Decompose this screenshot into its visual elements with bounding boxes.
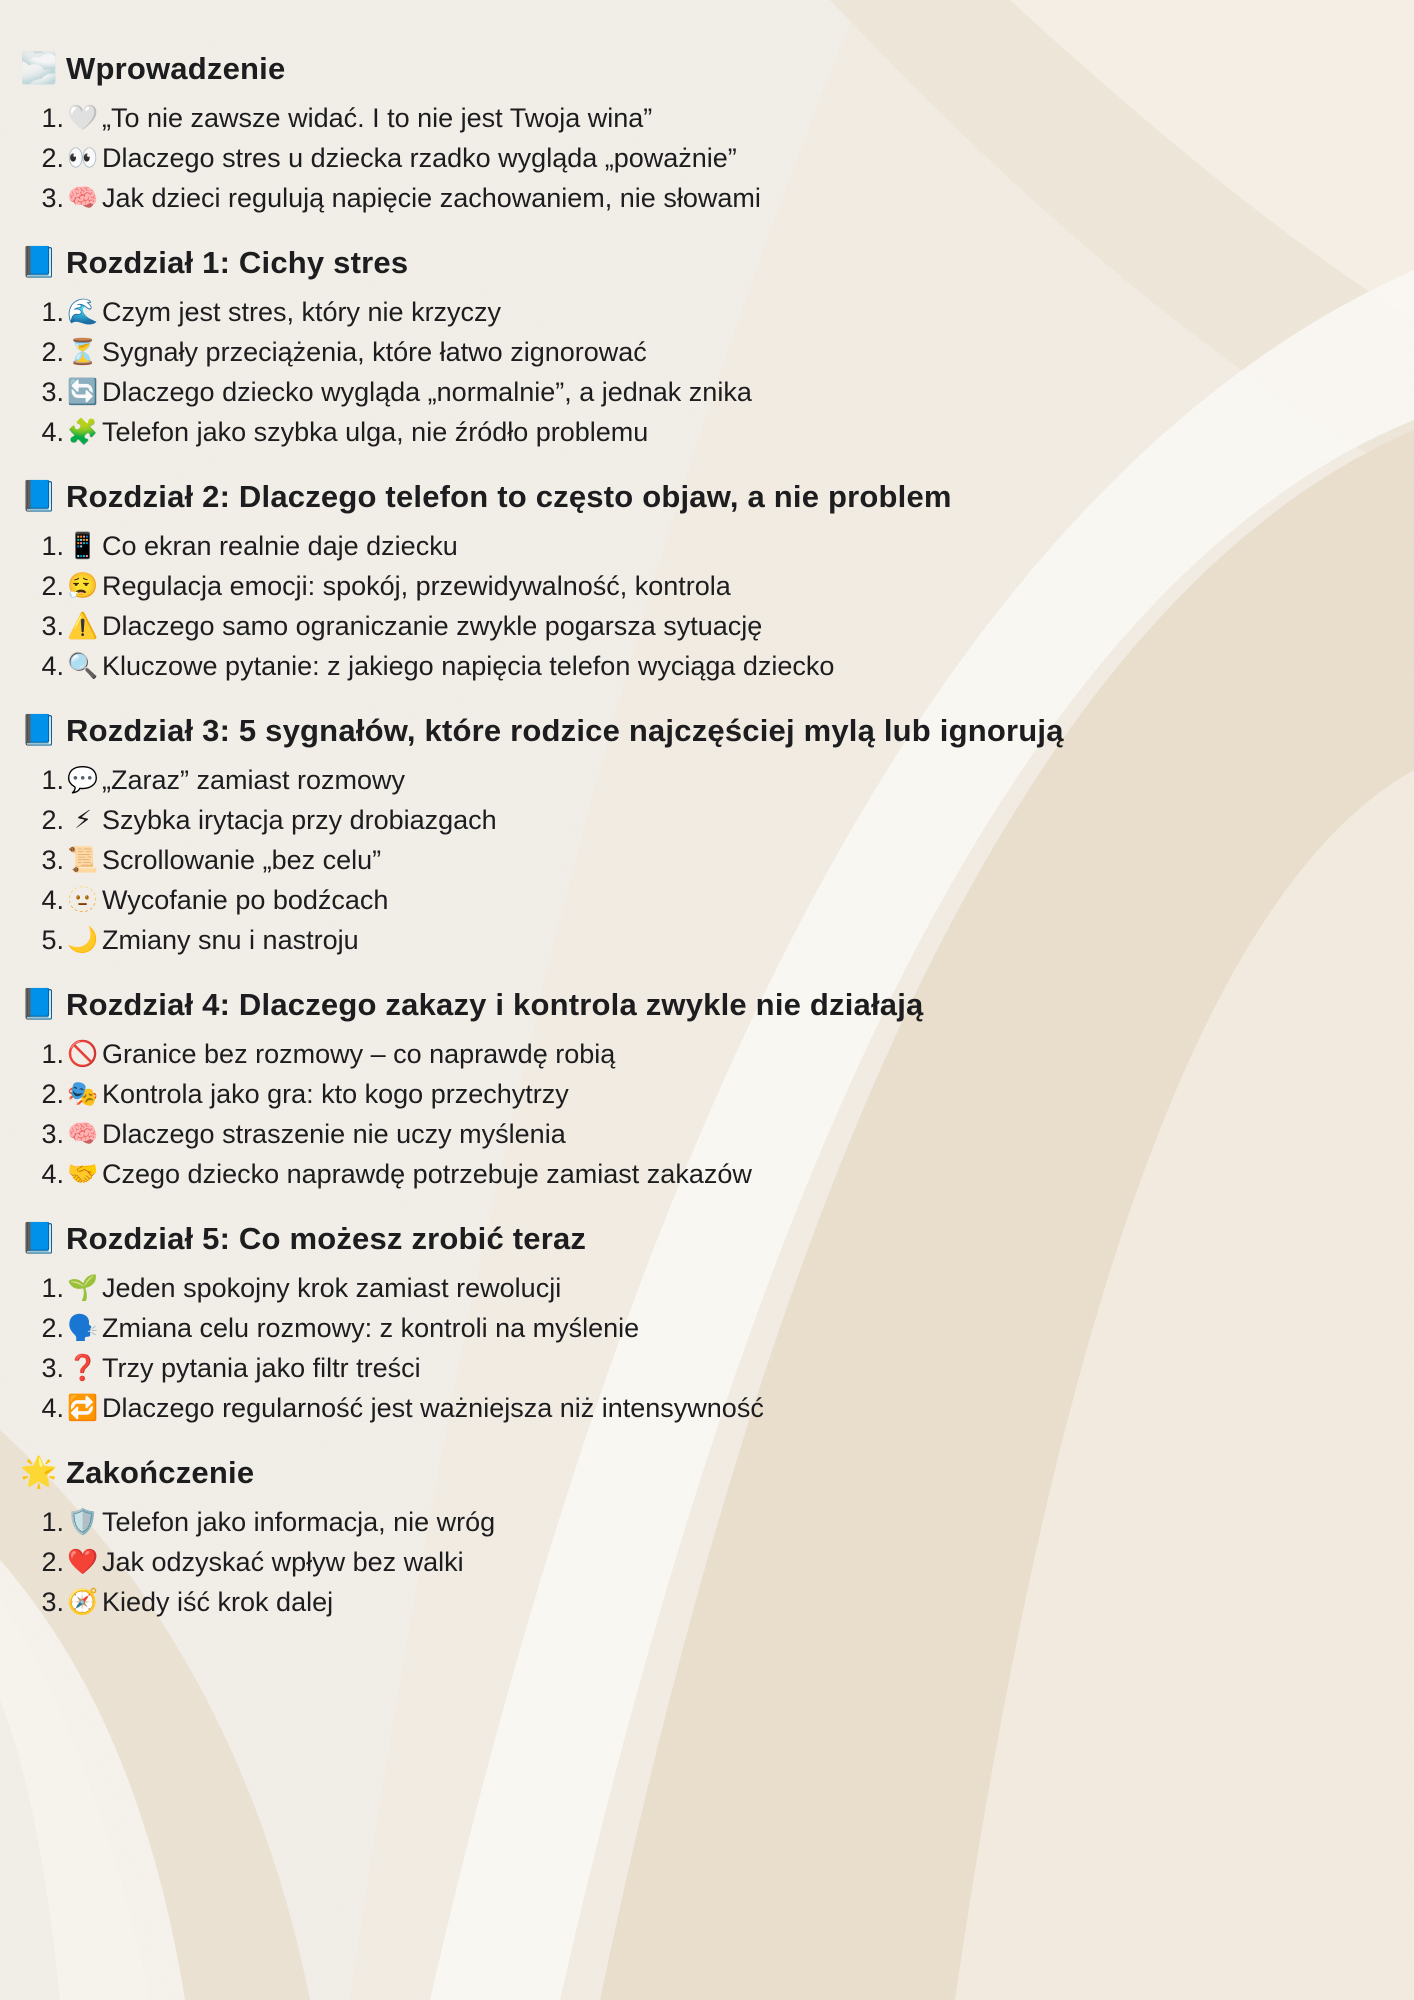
item-text: Czym jest stres, który nie krzyczy [102, 297, 502, 327]
shield-icon: 🛡️ [67, 1508, 99, 1536]
section-title: Rozdział 2: Dlaczego telefon to często objaw, a nie problem [66, 479, 952, 514]
toc-item [20, 1034, 1390, 1074]
item-text: „To nie zawsze widać. I to nie jest Twoja wina” [102, 103, 653, 133]
section-title: Zakończenie [66, 1455, 255, 1490]
item-text: Dlaczego stres u dziecka rzadko wygląda „poważnie” [102, 143, 737, 173]
compass-icon: 🧭 [67, 1588, 99, 1616]
theater-masks-icon: 🎭 [67, 1080, 99, 1108]
toc-item [20, 566, 1390, 606]
brain-icon: 🧠 [67, 184, 99, 212]
toc-item [20, 332, 1390, 372]
section-heading [20, 712, 1390, 750]
toc-item [20, 1502, 1390, 1542]
toc-item [20, 372, 1390, 412]
fog-icon: 🌫️ [20, 52, 58, 85]
toc-item [20, 646, 1390, 686]
speech-balloon-icon: 💬 [67, 766, 99, 794]
toc-item [20, 840, 1390, 880]
section-title: Rozdział 5: Co możesz zrobić teraz [66, 1221, 587, 1256]
item-number: 1. [41, 1039, 64, 1069]
item-text: Dlaczego straszenie nie uczy myślenia [102, 1119, 566, 1149]
item-text: Telefon jako szybka ulga, nie źródło problemu [102, 417, 649, 447]
glowing-star-icon: 🌟 [20, 1456, 58, 1489]
toc-item [20, 1348, 1390, 1388]
item-text: Jak dzieci regulują napięcie zachowaniem, nie słowami [102, 183, 761, 213]
white-heart-icon: 🤍 [67, 104, 99, 132]
seedling-icon: 🌱 [67, 1274, 99, 1302]
section-heading [20, 986, 1390, 1024]
handshake-icon: 🤝 [67, 1160, 99, 1188]
counterclockwise-arrows-icon: 🔄 [67, 378, 99, 406]
item-number: 4. [41, 885, 64, 915]
repeat-icon: 🔁 [67, 1394, 99, 1422]
puzzle-piece-icon: 🧩 [67, 418, 99, 446]
section-title: Rozdział 4: Dlaczego zakazy i kontrola zwykle nie działają [66, 987, 924, 1022]
hourglass-icon: ⏳ [67, 338, 99, 366]
item-number: 5. [41, 925, 64, 955]
item-text: Jak odzyskać wpływ bez walki [102, 1547, 464, 1577]
item-text: Granice bez rozmowy – co naprawdę robią [102, 1039, 616, 1069]
item-text: Kiedy iść krok dalej [102, 1587, 334, 1617]
item-number: 4. [41, 1159, 64, 1189]
prohibited-icon: 🚫 [67, 1040, 99, 1068]
toc-item [20, 292, 1390, 332]
toc-item [20, 800, 1390, 840]
item-number: 3. [41, 183, 64, 213]
lightning-icon: ⚡ [74, 806, 92, 834]
toc-item [20, 178, 1390, 218]
toc-item [20, 526, 1390, 566]
toc-item [20, 606, 1390, 646]
item-text: Sygnały przeciążenia, które łatwo zignorować [102, 337, 647, 367]
item-text: Trzy pytania jako filtr treści [102, 1353, 421, 1383]
toc-item [20, 1074, 1390, 1114]
item-number: 3. [41, 845, 64, 875]
item-number: 1. [41, 1273, 64, 1303]
toc-item [20, 880, 1390, 920]
speaking-head-icon: 🗣️ [67, 1314, 99, 1342]
item-number: 1. [41, 297, 64, 327]
blue-book-icon: 📘 [20, 246, 58, 279]
item-text: Czego dziecko naprawdę potrzebuje zamiast zakazów [102, 1159, 752, 1189]
toc-item [20, 1114, 1390, 1154]
item-number: 3. [41, 1119, 64, 1149]
item-number: 1. [41, 531, 64, 561]
item-number: 1. [41, 765, 64, 795]
item-text: Dlaczego dziecko wygląda „normalnie”, a jednak znika [102, 377, 752, 407]
section-title: Rozdział 1: Cichy stres [66, 245, 409, 280]
blue-book-icon: 📘 [20, 988, 58, 1021]
item-text: Telefon jako informacja, nie wróg [102, 1507, 496, 1537]
section-items [20, 526, 1390, 686]
scroll-icon: 📜 [67, 846, 99, 874]
item-number: 4. [41, 651, 64, 681]
toc-item [20, 1582, 1390, 1622]
toc-item [20, 1542, 1390, 1582]
brain-icon: 🧠 [67, 1120, 99, 1148]
item-number: 2. [41, 1547, 64, 1577]
section-heading [20, 478, 1390, 516]
item-text: Co ekran realnie daje dziecku [102, 531, 458, 561]
exhaling-face-icon: 😮‍💨 [67, 572, 99, 600]
dotted-line-face-icon: 🫥 [67, 886, 99, 914]
item-number: 2. [41, 1313, 64, 1343]
section-heading [20, 244, 1390, 282]
blue-book-icon: 📘 [20, 480, 58, 513]
item-text: Szybka irytacja przy drobiazgach [102, 805, 497, 835]
toc-item [20, 98, 1390, 138]
item-text: Kontrola jako gra: kto kogo przechytrzy [102, 1079, 569, 1109]
blue-book-icon: 📘 [20, 1222, 58, 1255]
toc-item [20, 138, 1390, 178]
section-items [20, 1268, 1390, 1428]
item-text: Zmiana celu rozmowy: z kontroli na myślenie [102, 1313, 640, 1343]
water-wave-icon: 🌊 [67, 298, 99, 326]
toc-item [20, 412, 1390, 452]
item-text: Wycofanie po bodźcach [102, 885, 389, 915]
item-number: 3. [41, 611, 64, 641]
question-mark-icon: ❓ [67, 1354, 99, 1382]
section-items [20, 1502, 1390, 1622]
item-number: 4. [41, 417, 64, 447]
section-heading [20, 1454, 1390, 1492]
section-title: Rozdział 3: 5 sygnałów, które rodzice najczęściej mylą lub ignorują [66, 713, 1064, 748]
toc-item [20, 1154, 1390, 1194]
item-number: 2. [41, 805, 64, 835]
section-items [20, 760, 1390, 960]
item-number: 3. [41, 1587, 64, 1617]
section-heading [20, 1220, 1390, 1258]
mobile-phone-icon: 📱 [67, 532, 99, 560]
item-text: Scrollowanie „bez celu” [102, 845, 382, 875]
item-number: 2. [41, 143, 64, 173]
section-heading [20, 50, 1390, 88]
red-heart-icon: ❤️ [67, 1548, 99, 1576]
item-text: Dlaczego samo ograniczanie zwykle pogarsza sytuację [102, 611, 763, 641]
item-text: Dlaczego regularność jest ważniejsza niż intensywność [102, 1393, 764, 1423]
section-items [20, 1034, 1390, 1194]
crescent-moon-icon: 🌙 [67, 926, 99, 954]
toc-item [20, 1388, 1390, 1428]
toc-item [20, 760, 1390, 800]
item-number: 2. [41, 571, 64, 601]
item-text: Regulacja emocji: spokój, przewidywalność, kontrola [102, 571, 731, 601]
toc-item [20, 1308, 1390, 1348]
item-number: 4. [41, 1393, 64, 1423]
warning-icon: ⚠️ [67, 612, 99, 640]
eyes-icon: 👀 [67, 144, 99, 172]
blue-book-icon: 📘 [20, 714, 58, 747]
section-items [20, 98, 1390, 218]
item-number: 1. [41, 103, 64, 133]
item-text: Kluczowe pytanie: z jakiego napięcia telefon wyciąga dziecko [102, 651, 835, 681]
section-title: Wprowadzenie [66, 51, 286, 86]
item-number: 3. [41, 377, 64, 407]
item-number: 3. [41, 1353, 64, 1383]
item-number: 1. [41, 1507, 64, 1537]
item-text: Jeden spokojny krok zamiast rewolucji [102, 1273, 562, 1303]
item-text: Zmiany snu i nastroju [102, 925, 359, 955]
magnifying-glass-icon: 🔍 [67, 652, 99, 680]
item-number: 2. [41, 337, 64, 367]
item-number: 2. [41, 1079, 64, 1109]
toc-item [20, 920, 1390, 960]
toc-item [20, 1268, 1390, 1308]
section-items [20, 292, 1390, 452]
item-text: „Zaraz” zamiast rozmowy [102, 765, 406, 795]
